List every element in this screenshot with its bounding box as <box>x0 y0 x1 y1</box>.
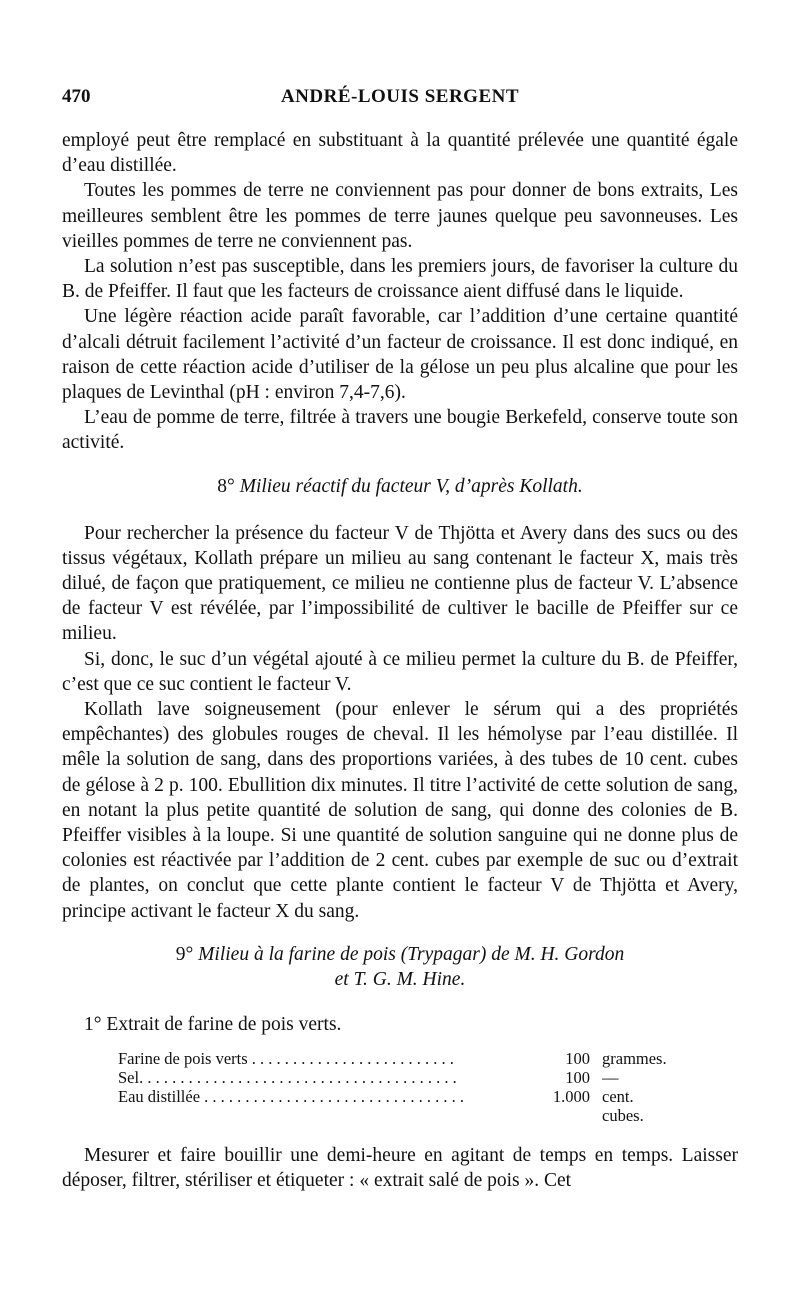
ingredient: Sel. . . . . . . . . . . . . . . . . . . . . . . . . . . . . . . . . . . . . . . <box>118 1068 457 1088</box>
paragraph: Si, donc, le suc d’un végétal ajouté à ce milieu permet la culture du B. de Pfeiffer, c’est que ce suc contient le facteur V. <box>62 648 738 695</box>
page-header <box>62 86 738 114</box>
table-row <box>118 1068 678 1087</box>
unit: — <box>602 1068 619 1088</box>
section-number: 8° <box>217 475 235 497</box>
section-number: 9° <box>175 943 194 965</box>
ingredient: Farine de pois verts . . . . . . . . . . . . . . . . . . . . . . . . . <box>118 1049 454 1069</box>
table-row <box>118 1049 678 1068</box>
page-body <box>62 128 738 1194</box>
paragraph: La solution n’est pas susceptible, dans les premiers jours, de favoriser la culture du B. de Pfeiffer. Il faut que les facteurs de croissance aient diffusé dans le liquide. <box>62 256 738 303</box>
unit: grammes. <box>602 1049 667 1069</box>
subheading: 1° Extrait de farine de pois verts. <box>84 1013 342 1035</box>
ingredient: Eau distillée . . . . . . . . . . . . . . . . . . . . . . . . . . . . . . . . <box>118 1087 465 1107</box>
paragraph: Une légère réaction acide paraît favorable, car l’addition d’une certaine quantité d’alcali détruit facilement l’activité d’un facteur de croissance. Il est donc indiqué, en raison de cette réaction acide d’utiliser de la gélose un peu plus alcaline que pour les plaques de Levinthal (pH : environ 7,4-7,6). <box>62 306 738 404</box>
table-row <box>118 1087 678 1125</box>
paragraph: Toutes les pommes de terre ne conviennent pas pour donner de bons extraits, Les meilleures semblent être les pommes de terre jaunes quelque peu savonneuses. Les vieilles pommes de terre ne conviennent pas. <box>62 180 738 252</box>
section-title: Milieu réactif du facteur V, d’après Kollath. <box>239 475 583 497</box>
quantity: 100 <box>565 1049 590 1069</box>
section-8-heading <box>62 474 738 499</box>
recipe-table <box>118 1049 678 1125</box>
paragraph: Mesurer et faire bouillir une demi-heure en agitant de temps en temps. Laisser déposer, filtrer, stériliser et étiqueter : « extrait salé de pois ». Cet <box>62 1145 738 1192</box>
paragraph: Kollath lave soigneusement (pour enlever le sérum qui a des propriétés empêchantes) des globules rouges de cheval. Il les hémolyse par l’eau distillée. Il mêle la solution de sang, dans des proportions variées, à des tubes de 10 cent. cubes de gélose à 2 p. 100. Ebullition dix minutes. Il titre l’activité de cette solution de sang, en notant la plus petite quantité de solution de sang, qui donne des colonies de B. Pfeiffer visibles à la loupe. Si une quantité de solution sanguine qui ne donne plus de colonies est réactivée par l’addition de 2 cent. cubes par exemple de suc ou d’extrait de plantes, on conclut que cette plante contient le facteur V de Thjötta et Avery, principe activant le facteur X du sang. <box>62 699 738 922</box>
running-head: ANDRÉ-LOUIS SERGENT <box>280 86 520 107</box>
unit: cent. cubes. <box>602 1087 644 1126</box>
page-number: 470 <box>62 86 91 107</box>
quantity: 100 <box>565 1068 590 1088</box>
section-title-line1: Milieu à la farine de pois (Trypagar) de M. H. Gordon <box>198 943 625 965</box>
quantity: 1.000 <box>552 1087 590 1107</box>
paragraph-continued: employé peut être remplacé en substituant à la quantité prélevée une quantité égale d’eau distillée. <box>62 130 738 177</box>
paragraph: Pour rechercher la présence du facteur V de Thjötta et Avery dans des sucs ou des tissus végétaux, Kollath prépare un milieu au sang contenant le facteur X, mais très dilué, de façon que pratiquement, ce milieu ne contienne plus de facteur V. L’absence de facteur V est révélée, par l’impossibilité de cultiver le bacille de Pfeiffer sur ce milieu. <box>62 522 738 645</box>
paragraph: L’eau de pomme de terre, filtrée à travers une bougie Berkefeld, conserve toute son activité. <box>62 407 738 454</box>
section-title-line2: et T. G. M. Hine. <box>334 968 466 990</box>
section-9-heading <box>62 942 738 992</box>
